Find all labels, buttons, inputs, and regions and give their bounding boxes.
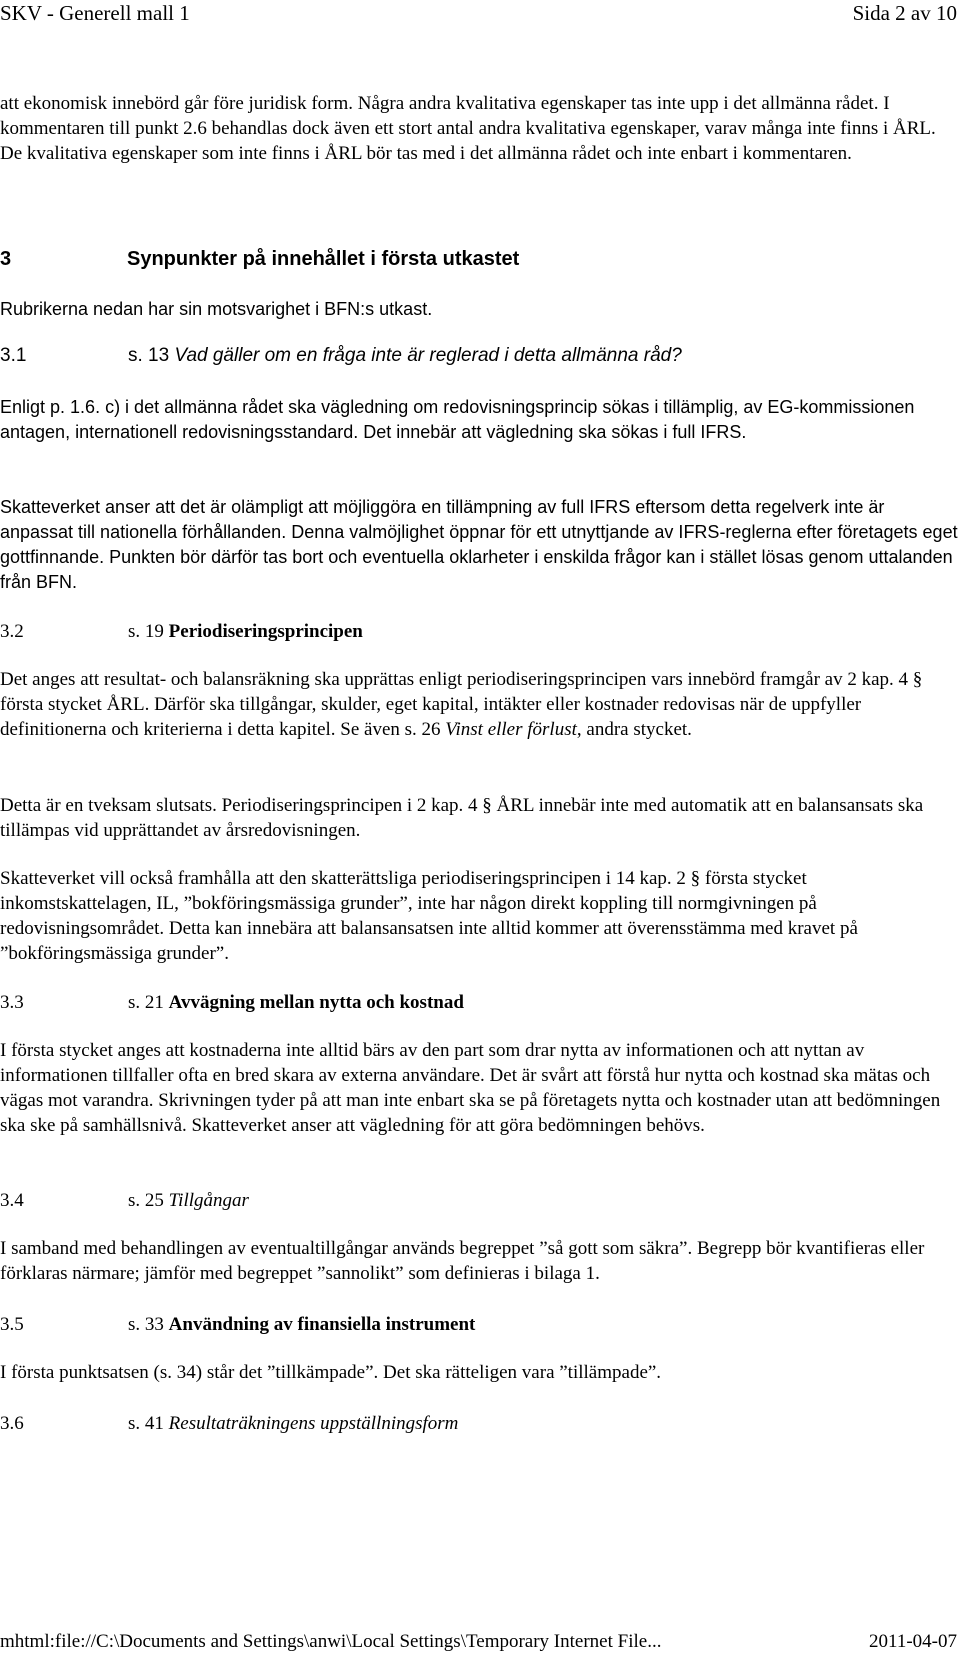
paragraph: I samband med behandlingen av eventualtillgångar används begreppet ”så gott som säkra”. Begrepp bör kvantifieras eller förklaras närmare; jämför med begreppet ”sannolikt” som definieras i bilaga 1. xyxy=(0,1238,925,1284)
subsection-heading-3-1 xyxy=(0,343,682,368)
section-title: Synpunkter på innehållet i första utkastet xyxy=(127,248,520,270)
page-header-title: SKV - Generell mall 1 xyxy=(0,1,190,25)
page-ref: s. 33 xyxy=(128,1314,169,1335)
subsection-heading-3-2 xyxy=(0,619,363,644)
subsection-title: Användning av finansiella instrument xyxy=(168,1314,476,1335)
page-ref: s. 21 xyxy=(128,992,169,1013)
subsection-number: 3.2 xyxy=(0,621,24,642)
section-lead: Rubrikerna nedan har sin motsvarighet i BFN:s utkast. xyxy=(0,299,433,319)
section-number: 3 xyxy=(0,248,12,270)
footer-date: 2011-04-07 xyxy=(869,1631,957,1652)
paragraph: Enligt p. 1.6. c) i det allmänna rådet ska vägledning om redovisningsprincip sökas i tillämplig, av EG-kommissionen antagen, internationell redovisningsstandard. Det innebär att vägledning ska sökas i full IFRS. xyxy=(0,397,915,442)
subsection-number: 3.1 xyxy=(0,345,27,366)
subsection-title: Tillgångar xyxy=(168,1190,249,1211)
paragraph-text: , andra stycket. xyxy=(576,719,692,740)
subsection-number: 3.6 xyxy=(0,1413,24,1434)
footer-url: mhtml:file://C:\Documents and Settings\anwi\Local Settings\Temporary Internet File... xyxy=(0,1631,662,1652)
subsection-heading-3-4 xyxy=(0,1188,249,1213)
paragraph xyxy=(0,667,958,742)
intro-paragraph: att ekonomisk innebörd går före juridisk form. Några andra kvalitativa egenskaper tas inte upp i det allmänna rådet. I kommentaren till punkt 2.6 behandlas dock även ett stort antal andra kvalitativa egenskaper, varav många inte finns i ÅRL. De kvalitativa egenskaper som inte finns i ÅRL bör tas med i det allmänna rådet och inte enbart i kommentaren. xyxy=(0,93,936,164)
page-number: Sida 2 av 10 xyxy=(852,1,957,25)
subsection-heading-3-6 xyxy=(0,1411,458,1436)
paragraph: I första stycket anges att kostnaderna inte alltid bärs av den part som drar nytta av informationen och att nyttan av informationen tillfaller ofta en bred skara av externa användare. Det är svårt att förstå hur nytta och kostnad ska mätas och vägas mot varandra. Skrivningen tyder på att man inte enbart ska se på företagets nytta och kostnader utan att bedömningen ska ske på samhällsnivå. Skatteverket anser att vägledning för att göra bedömningen behövs. xyxy=(0,1040,941,1136)
page-ref: s. 25 xyxy=(128,1190,169,1211)
page-ref: s. 13 xyxy=(128,345,175,366)
paragraph: Detta är en tveksam slutsats. Periodiseringsprincipen i 2 kap. 4 § ÅRL innebär inte med automatik att en balansansats ska tillämpas vid upprättandet av årsredovisningen. xyxy=(0,795,924,841)
page-ref: s. 41 xyxy=(128,1413,169,1434)
section-heading xyxy=(0,246,519,272)
paragraph: I första punktsatsen (s. 34) står det ”tillkämpade”. Det ska rätteligen vara ”tillämpade”. xyxy=(0,1362,662,1383)
subsection-title: Periodiseringsprincipen xyxy=(168,621,363,642)
subsection-title: Vad gäller om en fråga inte är reglerad i detta allmänna råd? xyxy=(174,345,682,366)
paragraph-emphasis: Vinst eller förlust xyxy=(445,719,577,740)
paragraph: Skatteverket vill också framhålla att den skatterättsliga periodiseringsprincipen i 14 kap. 2 § första stycket inkomstskattelagen, IL, ”bokföringsmässiga grunder”, inte har någon direkt koppling till normgivningen på redovisningsområdet. Detta kan innebära att balansansatsen inte alltid kommer att överensstämma med kravet på ”bokföringsmässiga grunder”. xyxy=(0,868,858,964)
subsection-title: Resultaträkningens uppställningsform xyxy=(168,1413,459,1434)
subsection-heading-3-3 xyxy=(0,990,464,1015)
paragraph: Skatteverket anser att det är olämpligt att möjliggöra en tillämpning av full IFRS eftersom detta regelverk inte är anpassat till nationella förhållanden. Denna valmöjlighet öppnar för ett utnyttjande av IFRS-reglerna efter företagets eget gottfinnande. Punkten bör därför tas bort och eventuella oklarheter i enskilda frågor kan i stället lösas genom uttalanden från BFN. xyxy=(0,497,958,592)
subsection-number: 3.3 xyxy=(0,992,24,1013)
subsection-title: Avvägning mellan nytta och kostnad xyxy=(168,992,464,1013)
subsection-heading-3-5 xyxy=(0,1312,475,1337)
page-ref: s. 19 xyxy=(128,621,169,642)
paragraph-text: Det anges att resultat- och balansräkning ska upprättas enligt periodiseringsprincipen vars innebörd framgår av 2 kap. 4 § första stycket ÅRL. Därför ska tillgångar, skulder, eget kapital, intäkter eller kostnader redovisas när de uppfyller definitionerna och kriterierna i detta kapitel. Se även s. 26 xyxy=(0,669,923,740)
subsection-number: 3.5 xyxy=(0,1314,24,1335)
subsection-number: 3.4 xyxy=(0,1190,24,1211)
